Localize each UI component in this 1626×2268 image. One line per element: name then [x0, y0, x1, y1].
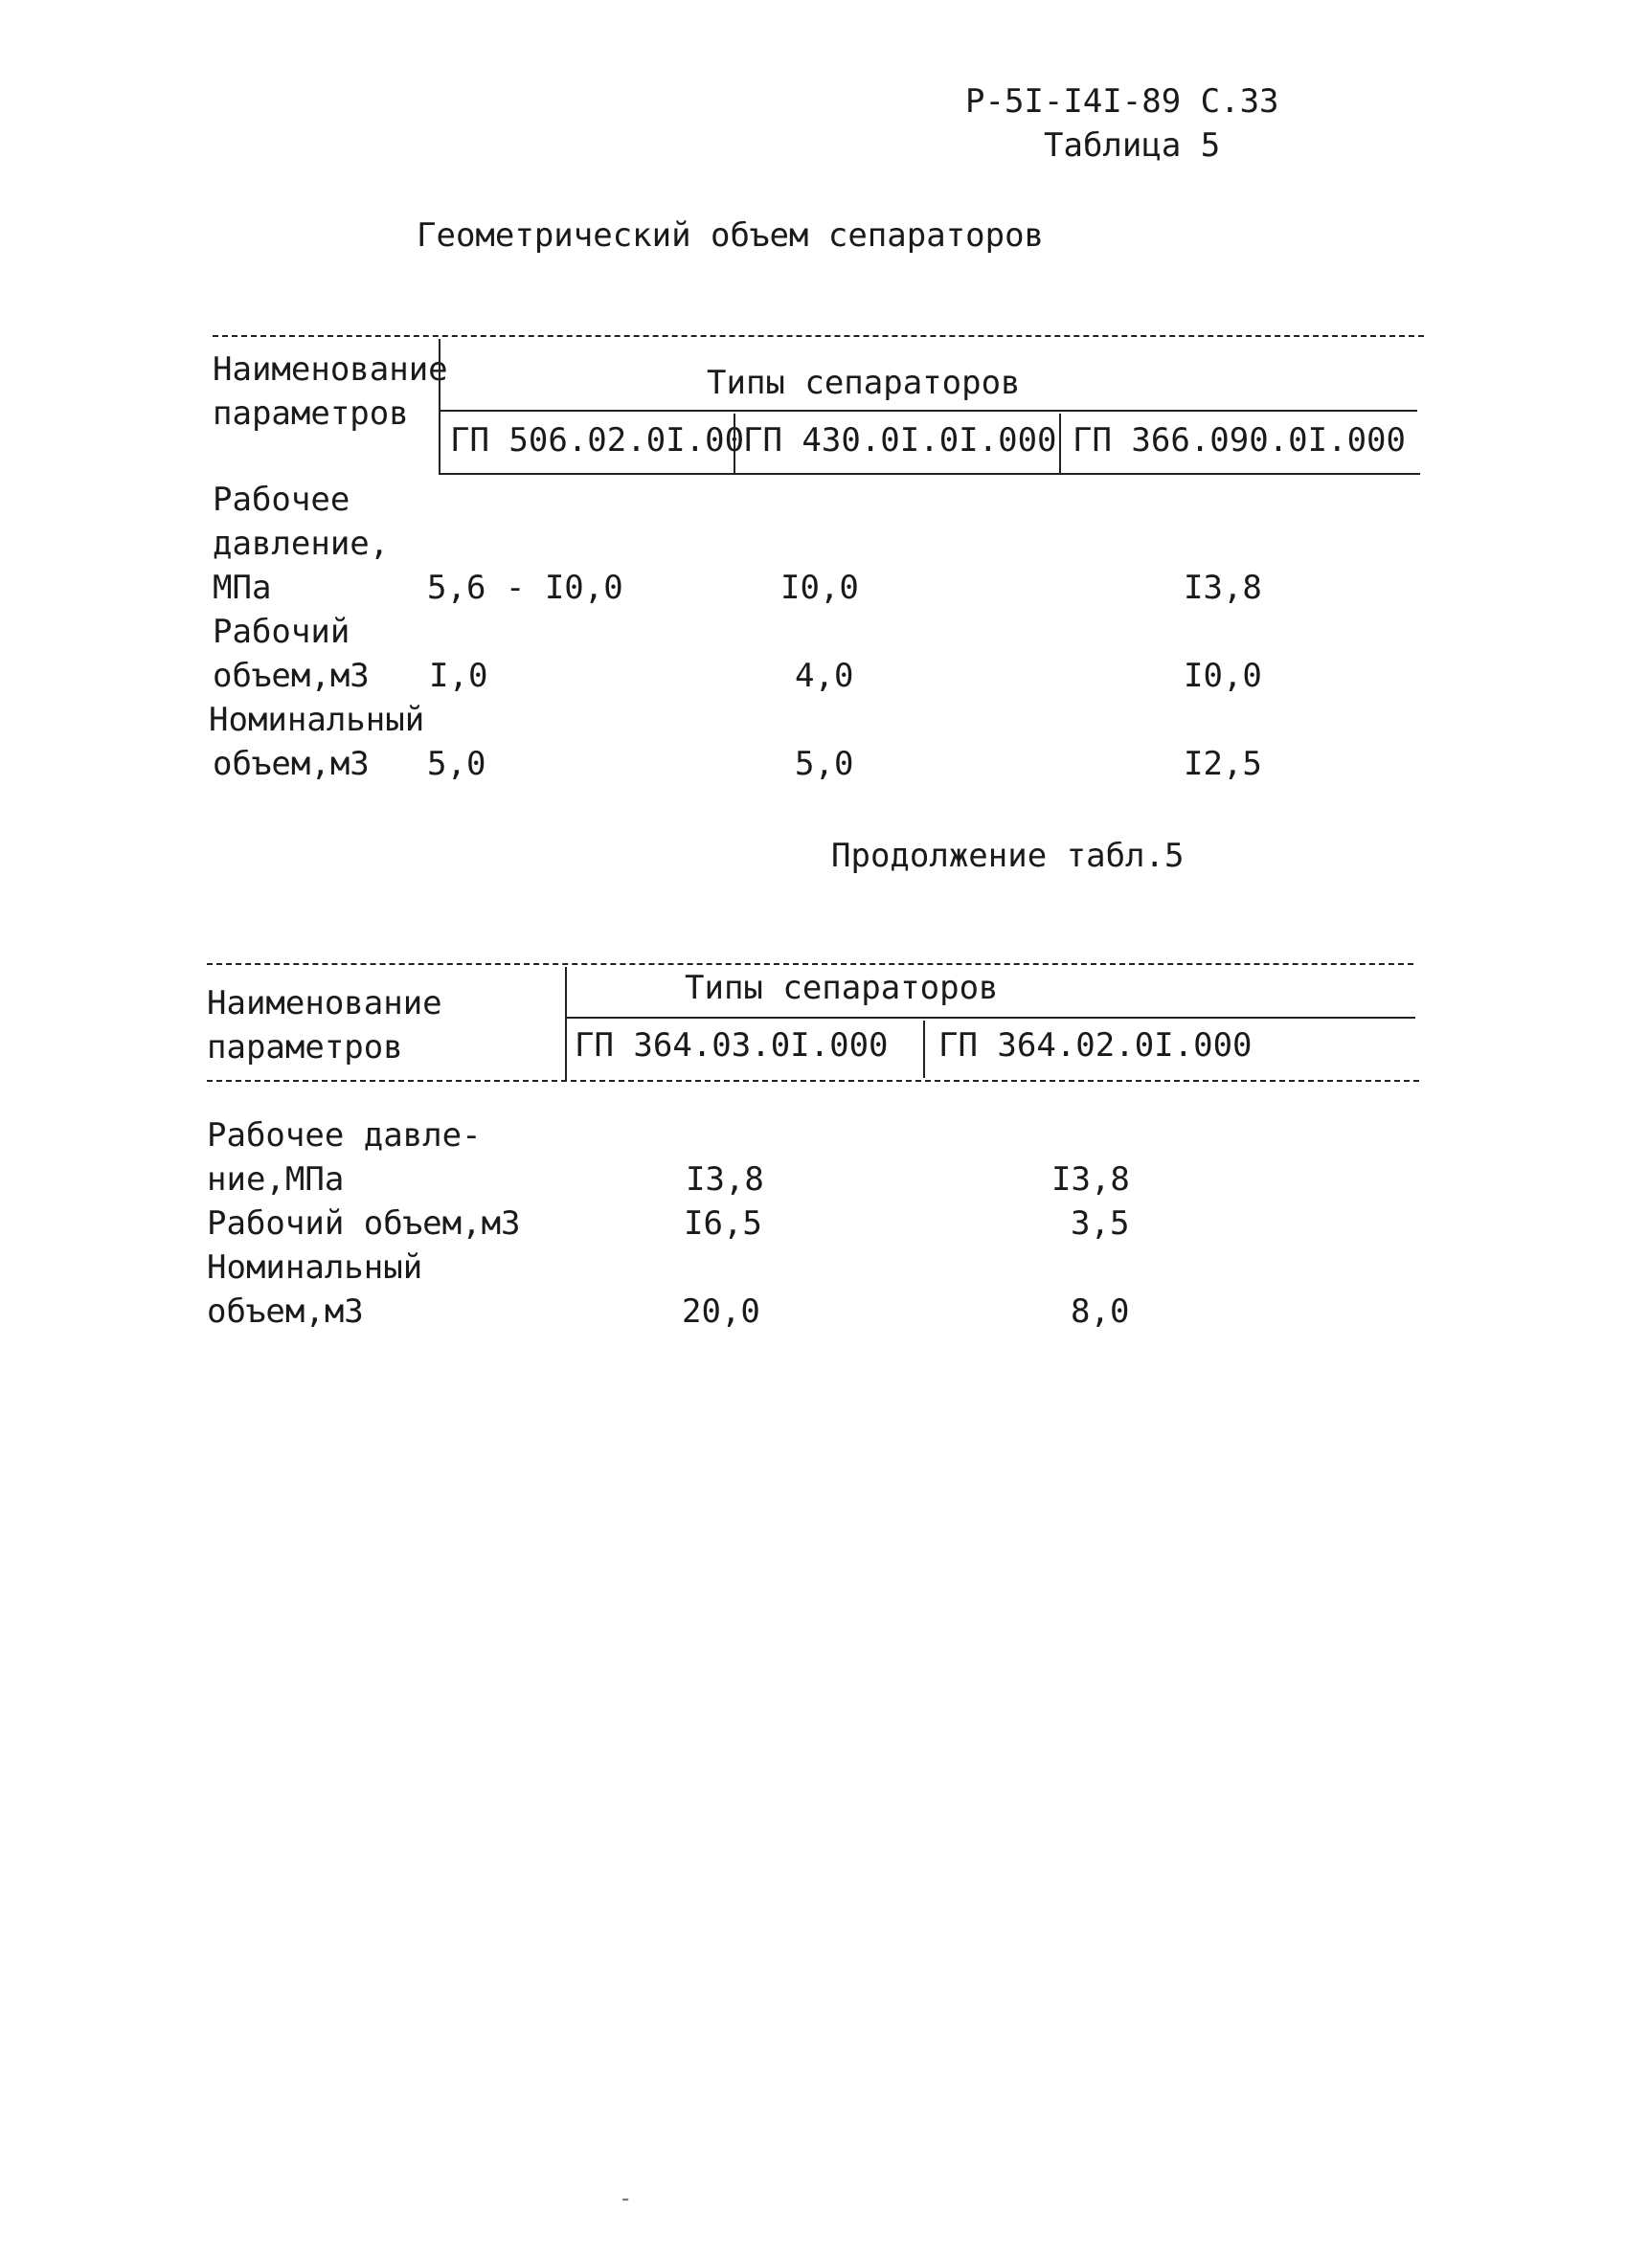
table2-row1-value-2: I3,8: [1051, 1160, 1130, 1199]
table1-row3-label-line1: Номинальный: [209, 701, 425, 739]
table2-row3-label-line2: объем,м3: [207, 1292, 364, 1331]
table1-top-rule: [213, 335, 1424, 337]
table2-row1-value-1: I3,8: [686, 1160, 764, 1199]
table1-subheader-rule: [439, 410, 1417, 412]
table1-row1-label-line2: давление,: [213, 525, 390, 563]
table1-row1-value-3: I3,8: [1184, 569, 1262, 607]
table2-col-header-2: ГП 364.02.0I.000: [938, 1026, 1253, 1065]
table2-row1-label-line1: Рабочее давле-: [207, 1116, 482, 1155]
table2-row2-value-2: 3,5: [1071, 1204, 1130, 1243]
table2-types-header: Типы сепараторов: [685, 969, 999, 1007]
table2-row2-label-line1: Рабочий объем,м3: [207, 1204, 521, 1243]
table2-col-divider-1: [923, 1021, 925, 1078]
table1-row1-label-line1: Рабочее: [213, 481, 350, 519]
table2-col-header-1: ГП 364.03.0I.000: [575, 1026, 889, 1065]
table2-row3-value-1: 20,0: [682, 1292, 760, 1331]
table1-col-header-2: ГП 430.0I.0I.000: [743, 421, 1057, 460]
table1-header-bottom-rule: [439, 473, 1420, 475]
table2-row3-label-line1: Номинальный: [207, 1248, 423, 1287]
table1-col-divider-1: [734, 414, 735, 473]
table2-subheader-rule: [565, 1017, 1415, 1019]
table2-header-bottom-rule: [207, 1080, 1419, 1082]
table1-types-header: Типы сепараторов: [707, 364, 1021, 402]
table1-row2-value-3: I0,0: [1184, 657, 1262, 695]
table2-continuation-title: Продолжение табл.5: [831, 837, 1185, 875]
table1-row3-value-2: 5,0: [795, 745, 854, 783]
table1-header-divider: [439, 339, 440, 473]
table1-title: Геометрический объем сепараторов: [417, 216, 1045, 255]
table2-param-header-line1: Наименование: [207, 984, 442, 1022]
document-code: Р-5I-I4I-89 С.33: [965, 82, 1279, 121]
table1-row2-label-line1: Рабочий: [213, 613, 350, 651]
table-number-label: Таблица 5: [1044, 126, 1221, 165]
table1-row3-value-3: I2,5: [1184, 745, 1262, 783]
table1-col-header-1: ГП 506.02.0I.00: [450, 421, 745, 460]
table2-header-divider: [565, 967, 567, 1080]
table1-row3-label-line2: объем,м3: [213, 745, 370, 783]
table1-row2-value-1: I,0: [429, 657, 488, 695]
table1-row2-value-2: 4,0: [795, 657, 854, 695]
table1-col-header-3: ГП 366.090.0I.000: [1073, 421, 1406, 460]
table1-row1-value-1: 5,6 - I0,0: [427, 569, 623, 607]
table1-row1-value-2: I0,0: [780, 569, 859, 607]
table1-param-header-line1: Наименование: [213, 350, 448, 389]
table2-top-rule: [207, 963, 1413, 965]
table2-row2-value-1: I6,5: [684, 1204, 762, 1243]
footer-mark: -: [619, 2185, 633, 2212]
table2-param-header-line2: параметров: [207, 1028, 403, 1067]
table2-row1-label-line2: ние,МПа: [207, 1160, 345, 1199]
table1-row1-label-line3: МПа: [213, 569, 272, 607]
table1-row2-label-line2: объем,м3: [213, 657, 370, 695]
table2-row3-value-2: 8,0: [1071, 1292, 1130, 1331]
table1-param-header-line2: параметров: [213, 394, 409, 433]
table1-row3-value-1: 5,0: [427, 745, 486, 783]
table1-col-divider-2: [1059, 414, 1061, 473]
